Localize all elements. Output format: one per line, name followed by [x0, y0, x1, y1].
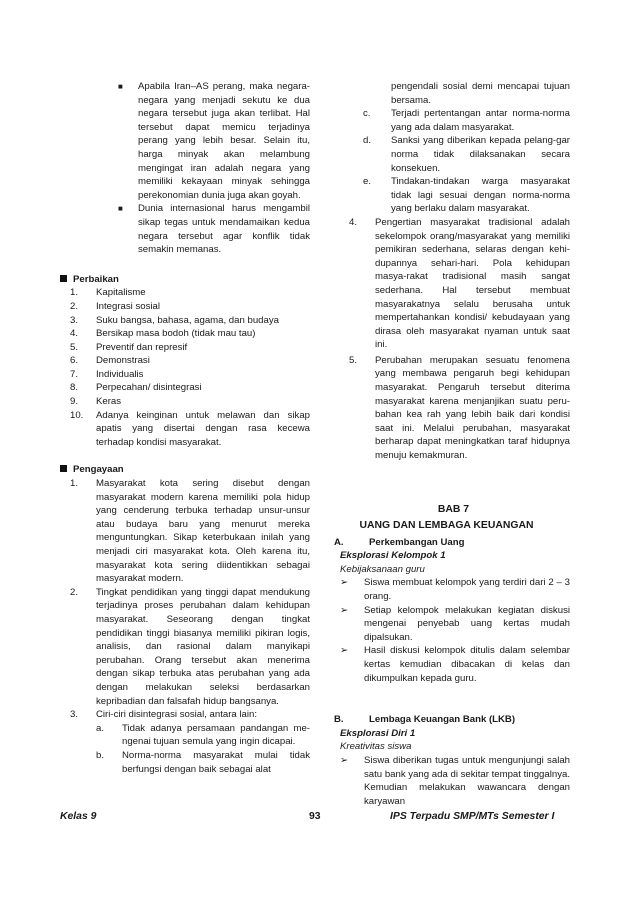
square-bullet-icon — [60, 465, 67, 472]
arrow-bullet-icon: ➢ — [340, 645, 349, 657]
footer-subject: IPS Terpadu SMP/MTs Semester I — [390, 811, 555, 822]
left-column — [60, 80, 310, 776]
list-item: 10. Adanya keinginan untuk melawan dan sikap apatis yang disertai dengan rasa kecewa terhadap kondisi masyarakat. — [70, 409, 310, 448]
list-item: 1. Masyarakat kota sering disebut dengan masyarakat modern karena memiliki pola hidup yang cenderung terbuka terhadap unsur-unsur atau budaya baru yang menurut mereka menguntungkan. Sikap keterbukaan inilah yang menjadi ciri masyarakat kota. Oleh karena itu, masyarakat kota sering diidentikkan sebagai masyarakat modern. — [70, 478, 310, 585]
bullet-item — [60, 80, 310, 202]
list-item: 2. Integrasi sosial — [70, 300, 160, 312]
sub-item: a. Tidak adanya persamaan pandangan me-ngenai tujuan semula yang ingin dicapai. — [96, 722, 310, 748]
sub-item: d. Sanksi yang diberikan kepada pelang-gar norma tidak dilaksanakan secara konsekuen. — [363, 135, 570, 174]
continued-text: pengendali sosial demi mencapai tujuan bersama. — [391, 81, 570, 106]
section-b-label: Kreativitas siswa — [340, 741, 412, 753]
section-b-points — [337, 754, 570, 808]
section-a-label: Kebijaksanaan guru — [340, 563, 425, 575]
pengayaan-list — [60, 477, 310, 776]
list-item: 4. Bersikap masa bodoh (tidak mau tau) — [70, 328, 256, 340]
sub-list — [337, 107, 570, 216]
arrow-point: ➢ Hasil diskusi kelompok ditulis dalam selembar kertas kemudian dibacakan di kelas dan dikumpulkan kepada guru. — [340, 645, 570, 684]
sub-item: c. Terjadi pertentangan antar norma-norma yang ada dalam masyarakat. — [363, 108, 570, 133]
list-item: 5. Perubahan merupakan sesuatu fenomena yang membawa pengaruh begi kehidupan masyarakat. Pengaruh tersebut diterima masyarakat karena menjanjikan suatu peru-bahan kea rah yang lebih baik dari kondisi saat ini. Melalui perubahan, masyarakat berharap dapat meningkatkan taraf hidupnya menuju kemakmuran. — [349, 354, 570, 462]
section-a-heading: A. Perkembangan Uang — [334, 536, 465, 548]
section-a-points — [337, 576, 570, 685]
footer-class: Kelas 9 — [60, 811, 97, 822]
section-b-heading: B. Lembaga Keuangan Bank (LKB) — [334, 714, 516, 726]
list-item: 7. Individualis — [70, 368, 144, 380]
bullet-text: Dunia internasional harus mengambil sikap tegas untuk mendamaikan kedua negara tersebut agar konflik tidak semakin memanas. — [138, 203, 310, 256]
sub-item: e. Tindakan-tindakan warga masyarakat tidak lagi sesuai dengan norma-norma yang berlaku dalam masyarakat. — [363, 176, 570, 215]
list-item: 5. Preventif dan represif — [70, 341, 188, 353]
list-item: 4. Pengertian masyarakat tradisional adalah sekelompok orang/masyarakat yang memiliki pemikiran sederhana, selaras dengan kehi-dupannya sehari-hari. Pola kehidupan masya-rakat tradisional masih sangat sederhana. Hal tersebut membuat masyarakatnya selalu berusaha untuk mempertahankan kondisi/ kebudayaan yang dirasa oleh masyarakat nyaman untuk saat ini. — [349, 216, 570, 351]
chapter-title: UANG DAN LEMBAGA KEUANGAN — [359, 519, 534, 531]
numbered-list — [337, 216, 570, 463]
list-item: 3. Ciri-ciri disintegrasi sosial, antara lain: — [70, 709, 258, 721]
arrow-point: ➢ Siswa membuat kelompok yang terdiri dari 2 – 3 orang. — [340, 577, 570, 602]
square-bullet-icon — [60, 275, 67, 282]
bullet-icon: ■ — [118, 82, 123, 91]
arrow-point: ➢ Siswa diberikan tugas untuk mengunjungi salah satu bank yang ada di sekitar tempat tinggalnya. Kemudian melakukan wawancara dengan karyawan — [340, 754, 570, 807]
section-a-subheading: Eksplorasi Kelompok 1 — [340, 550, 446, 562]
list-item: 6. Demonstrasi — [70, 355, 150, 367]
arrow-bullet-icon: ➢ — [340, 577, 349, 589]
list-item: 1. Kapitalisme — [70, 287, 146, 299]
chapter-number: BAB 7 — [437, 503, 470, 515]
bullet-icon: ■ — [118, 204, 123, 214]
list-item: 3. Suku bangsa, bahasa, agama, dan budaya — [70, 314, 279, 326]
perbaikan-list — [60, 286, 310, 449]
sub-item: b. Norma-norma masyarakat mulai tidak berfungsi dengan baik sebagai alat — [96, 749, 310, 775]
pengayaan-heading: Pengayaan — [60, 463, 310, 477]
list-item: 9. Keras — [70, 396, 122, 408]
sub-list — [70, 722, 310, 776]
section-b-subheading: Eksplorasi Diri 1 — [340, 727, 416, 739]
bullet-item — [60, 202, 310, 256]
page-number: 93 — [309, 811, 321, 822]
list-item: 2. Tingkat pendidikan yang tinggi dapat mendukung terjadinya proses perubahan dalam kehidupan masyarakat. Seseorang dengan tingkat pendidikan tinggi biasanya memiliki pikiran logis, analisis, dan rasional dalam manyikapi perubahan. Orang tersebut akan menerima dengan sikap terbuka atas perubahan yang ada dengan melakukan seleksi berdasarkan kepribadian dan falsafah hidup bangsanya. — [70, 586, 310, 707]
arrow-bullet-icon: ➢ — [340, 754, 349, 766]
perbaikan-heading: Perbaikan — [60, 273, 310, 287]
arrow-bullet-icon: ➢ — [340, 604, 349, 616]
right-column — [334, 80, 570, 808]
list-item: 8. Perpecahan/ disintegrasi — [70, 382, 202, 394]
bullet-text: Apabila Iran–AS perang, maka negara-negara yang menjadi sekutu ke dua negara tersebut juga akan terlibat. Hal tersebut dapat memicu terjadinya perang yang lebih besar. Selain itu, harga minyak akan melambung mengingat iran adalah negara yang memiliki kekayaan minyak sehingga perekonomian dunia juga akan goyah. — [138, 81, 310, 201]
arrow-point: ➢ Setiap kelompok melakukan kegiatan diskusi mengenai penyebab uang kertas mudah dipalsukan. — [340, 604, 570, 643]
